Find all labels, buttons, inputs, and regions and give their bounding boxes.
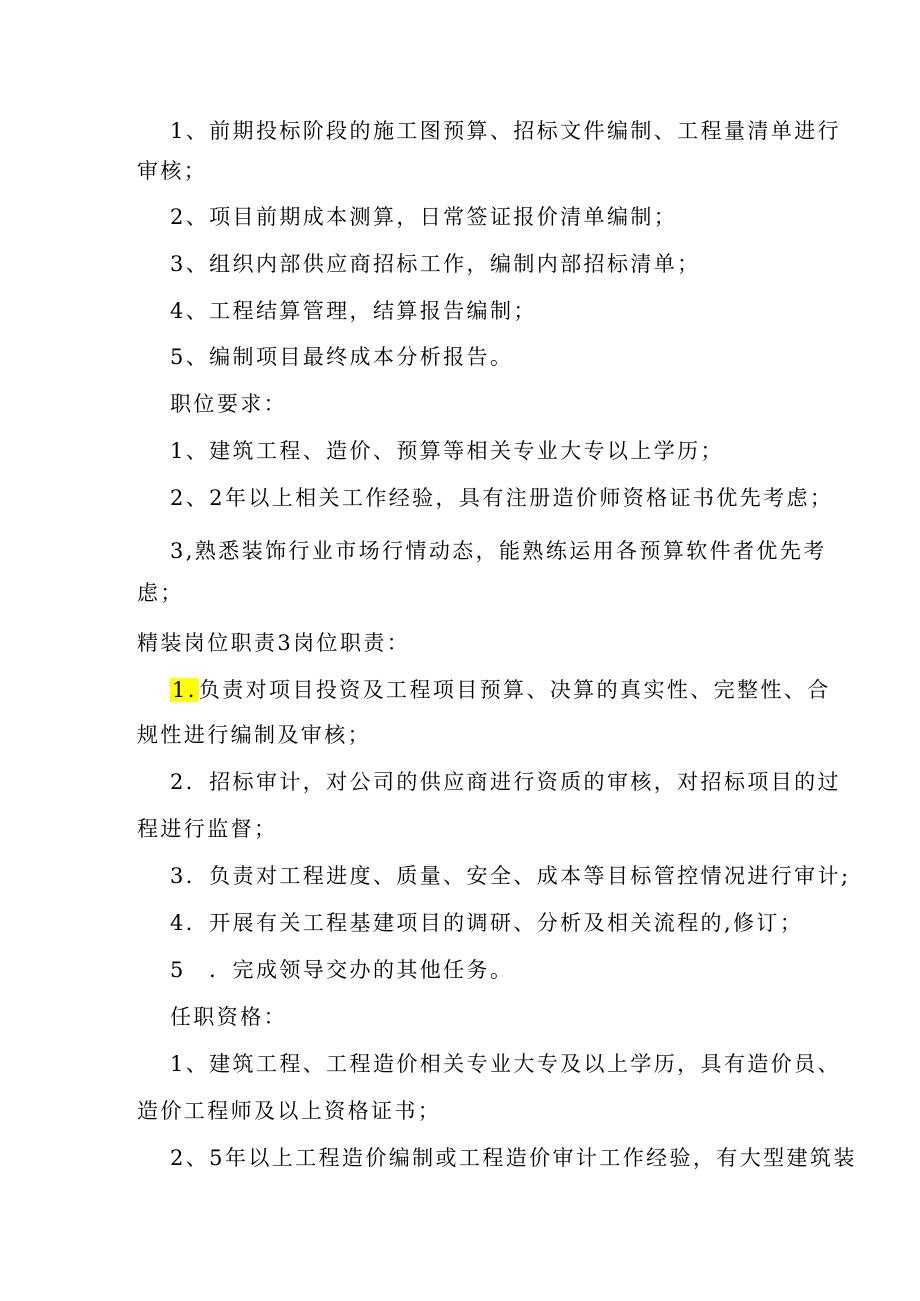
duty-item-5: 5、编制项目最终成本分析报告。 [170,345,514,369]
duty-item-2: 2、项目前期成本测算，日常签证报价清单编制； [170,205,678,229]
finishing-duty-item-5: 5 ．完成领导交办的其他任务。 [170,958,514,982]
finishing-duty-item-1-continued: 规性进行编制及审核； [137,723,371,747]
qualification-item-1-continued: 造价工程师及以上资格证书； [137,1099,442,1123]
duty-item-3: 3、组织内部供应商招标工作，编制内部招标清单； [170,252,701,276]
duty-item-1: 1、前期投标阶段的施工图预算、招标文件编制、工程量清单进行 [170,119,841,143]
finishing-duty-item-1 [170,675,831,705]
section-heading-finishing-duties: 精装岗位职责3岗位职责： [137,631,411,655]
duty-item-1-continued: 审核； [137,159,208,183]
finishing-duty-item-2-continued: 程进行监督； [137,817,278,841]
requirement-item-1: 1、建筑工程、造价、预算等相关专业大专以上学历； [170,439,724,463]
section-heading-requirements: 职位要求： [170,392,287,416]
section-heading-qualifications: 任职资格： [170,1005,287,1029]
duty-item-4: 4、工程结算管理，结算报告编制； [170,299,537,323]
requirement-item-3-continued: 虑； [137,581,184,605]
requirement-item-2: 2、2年以上相关工作经验，具有注册造价师资格证书优先考虑； [170,486,834,510]
finishing-duty-item-3: 3．负责对工程进度、质量、安全、成本等目标管控情况进行审计; [170,864,851,888]
finishing-duty-item-4: 4．开展有关工程基建项目的调研、分析及相关流程的,修订； [170,911,804,935]
finishing-duty-item-2: 2．招标审计，对公司的供应商进行资质的审核，对招标项目的过 [170,770,841,794]
qualification-item-2: 2、5年以上工程造价编制或工程造价审计工作经验，有大型建筑装 [170,1146,857,1170]
requirement-item-3: 3,熟悉装饰行业市场行情动态，能熟练运用各预算软件者优先考 [170,539,827,563]
finishing-duty-item-1-text: 负责对项目投资及工程项目预算、决算的真实性、完整性、合 [198,678,831,702]
highlighted-number: 1. [172,678,197,702]
qualification-item-1: 1、建筑工程、工程造价相关专业大专及以上学历，具有造价员、 [170,1052,841,1076]
